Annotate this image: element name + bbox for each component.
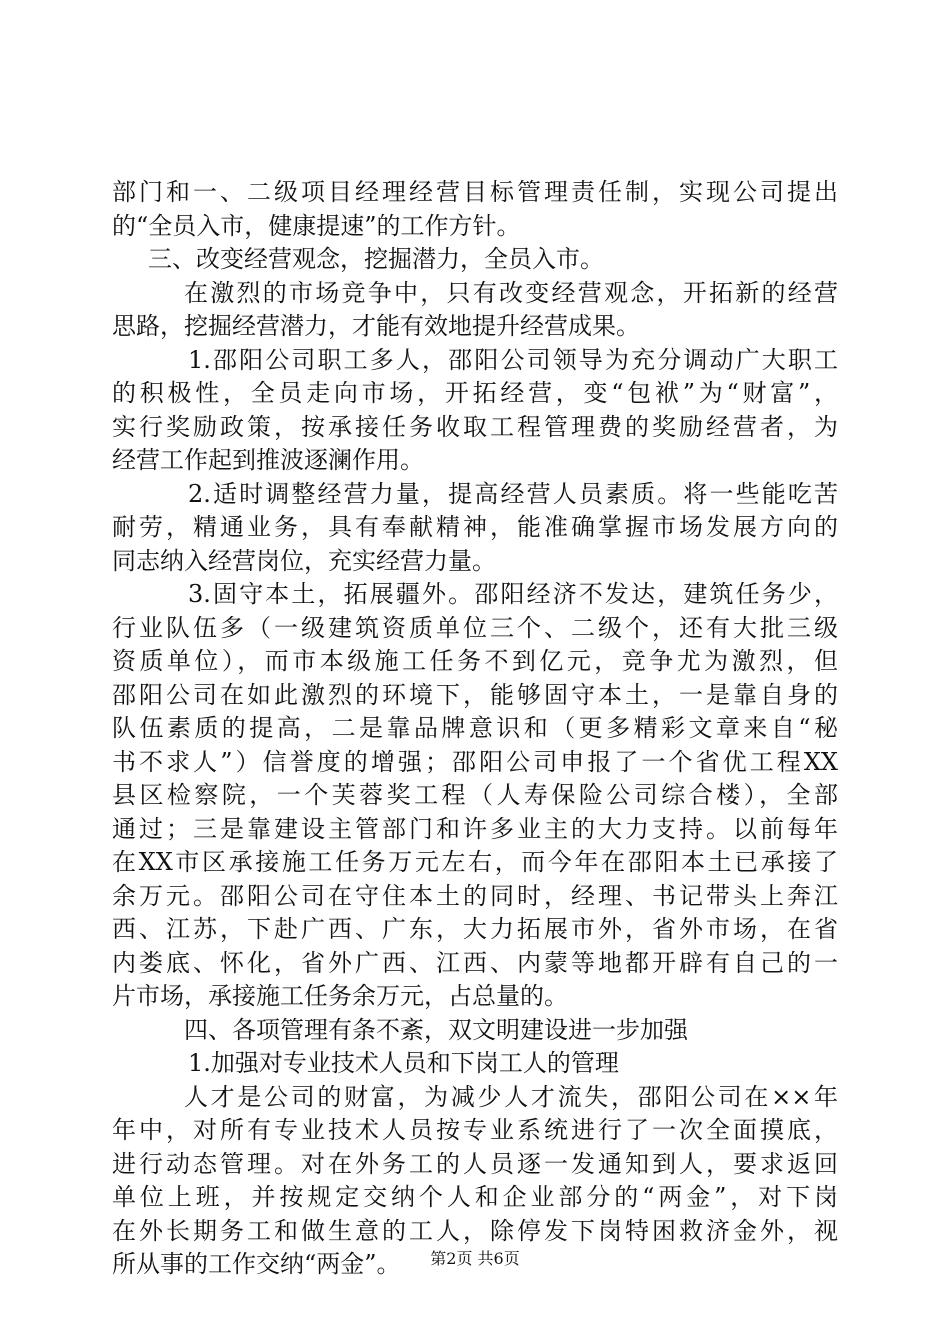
body-line: 的“全员入市，健康提速”的工作方针。 (112, 211, 521, 240)
body-line: 书不求人”）信誉度的增强；邵阳公司申报了一个省优工程XX (112, 747, 838, 776)
body-line: 在激烈的市场竞争中，只有改变经营观念，开拓新的经营 (184, 278, 838, 307)
body-line: 资质单位），而市本级施工任务不到亿元，竞争尤为激烈，但 (112, 647, 838, 675)
body-line: 的积极性，全员走向市场，开拓经营，变“包袱”为“财富”， (112, 379, 838, 407)
body-line: 县区检察院，一个芙蓉奖工程（人寿保险公司综合楼），全部 (112, 781, 838, 809)
section-heading: 四、各项管理有条不紊，双文明建设进一步加强 (184, 1015, 688, 1044)
body-line: 思路，挖掘经营潜力，才能有效地提升经营成果。 (112, 312, 640, 340)
body-line: 片市场，承接施工任务余万元，占总量的。 (112, 982, 568, 1010)
body-line: 余万元。邵阳公司在守住本土的同时，经理、书记带头上奔江 (112, 881, 838, 910)
body-line: 队伍素质的提高，二是靠品牌意识和（更多精彩文章来自“秘 (112, 714, 838, 742)
list-item-line: 3.固守本土，拓展疆外。邵阳经济不发达，建筑任务少， (188, 580, 838, 608)
body-line: 进行动态管理。对在外务工的人员逐一发通知到人，要求返回 (112, 1149, 838, 1178)
body-line: 邵阳公司在如此激烈的环境下，能够固守本土，一是靠自身的 (112, 680, 838, 709)
body-line: 所从事的工作交纳“两金”。 (112, 1250, 401, 1278)
body-line: 通过；三是靠建设主管部门和许多业主的大力支持。以前每年 (112, 814, 838, 843)
body-line: 耐劳，精通业务，具有奉献精神，能准确掌握市场发展方向的 (112, 513, 838, 541)
body-line: 内娄底、怀化，省外广西、江西、内蒙等地都开辟有自己的一 (112, 948, 838, 977)
body-line: 部门和一、二级项目经理经营目标管理责任制，实现公司提出 (112, 178, 838, 206)
document-body (112, 176, 838, 1282)
body-line: 单位上班，并按规定交纳个人和企业部分的“两金”，对下岗 (112, 1183, 838, 1211)
body-line: 经营工作起到推波逐澜作用。 (112, 446, 424, 474)
section-heading: 三、改变经营观念，挖掘潜力，全员入市。 (148, 245, 604, 273)
subsection-heading: 1.加强对专业技术人员和下岗工人的管理 (188, 1049, 619, 1077)
body-line: 在XX市区承接施工任务万元左右，而今年在邵阳本土已承接了 (112, 848, 838, 876)
list-item-line: 1.邵阳公司职工多人，邵阳公司领导为充分调动广大职工 (188, 345, 838, 374)
list-item-line: 2.适时调整经营力量，提高经营人员素质。将一些能吃苦 (188, 479, 838, 508)
body-line: 实行奖励政策，按承接任务收取工程管理费的奖励经营者，为 (112, 412, 838, 441)
body-line: 在外长期务工和做生意的工人，除停发下岗特困救济金外，视 (112, 1216, 838, 1245)
body-line: 年中，对所有专业技术人员按专业系统进行了一次全面摸底， (112, 1116, 838, 1144)
body-line: 行业队伍多（一级建筑资质单位三个、二级个，还有大批三级 (112, 613, 838, 642)
body-line: 人才是公司的财富，为减少人才流失，邵阳公司在××年 (184, 1082, 838, 1111)
page-number-footer: 第2页 共6页 (430, 1249, 520, 1268)
body-line: 同志纳入经营岗位，充实经营力量。 (112, 546, 496, 575)
body-line: 西、江苏，下赴广西、广东，大力拓展市外，省外市场，在省 (112, 915, 838, 943)
